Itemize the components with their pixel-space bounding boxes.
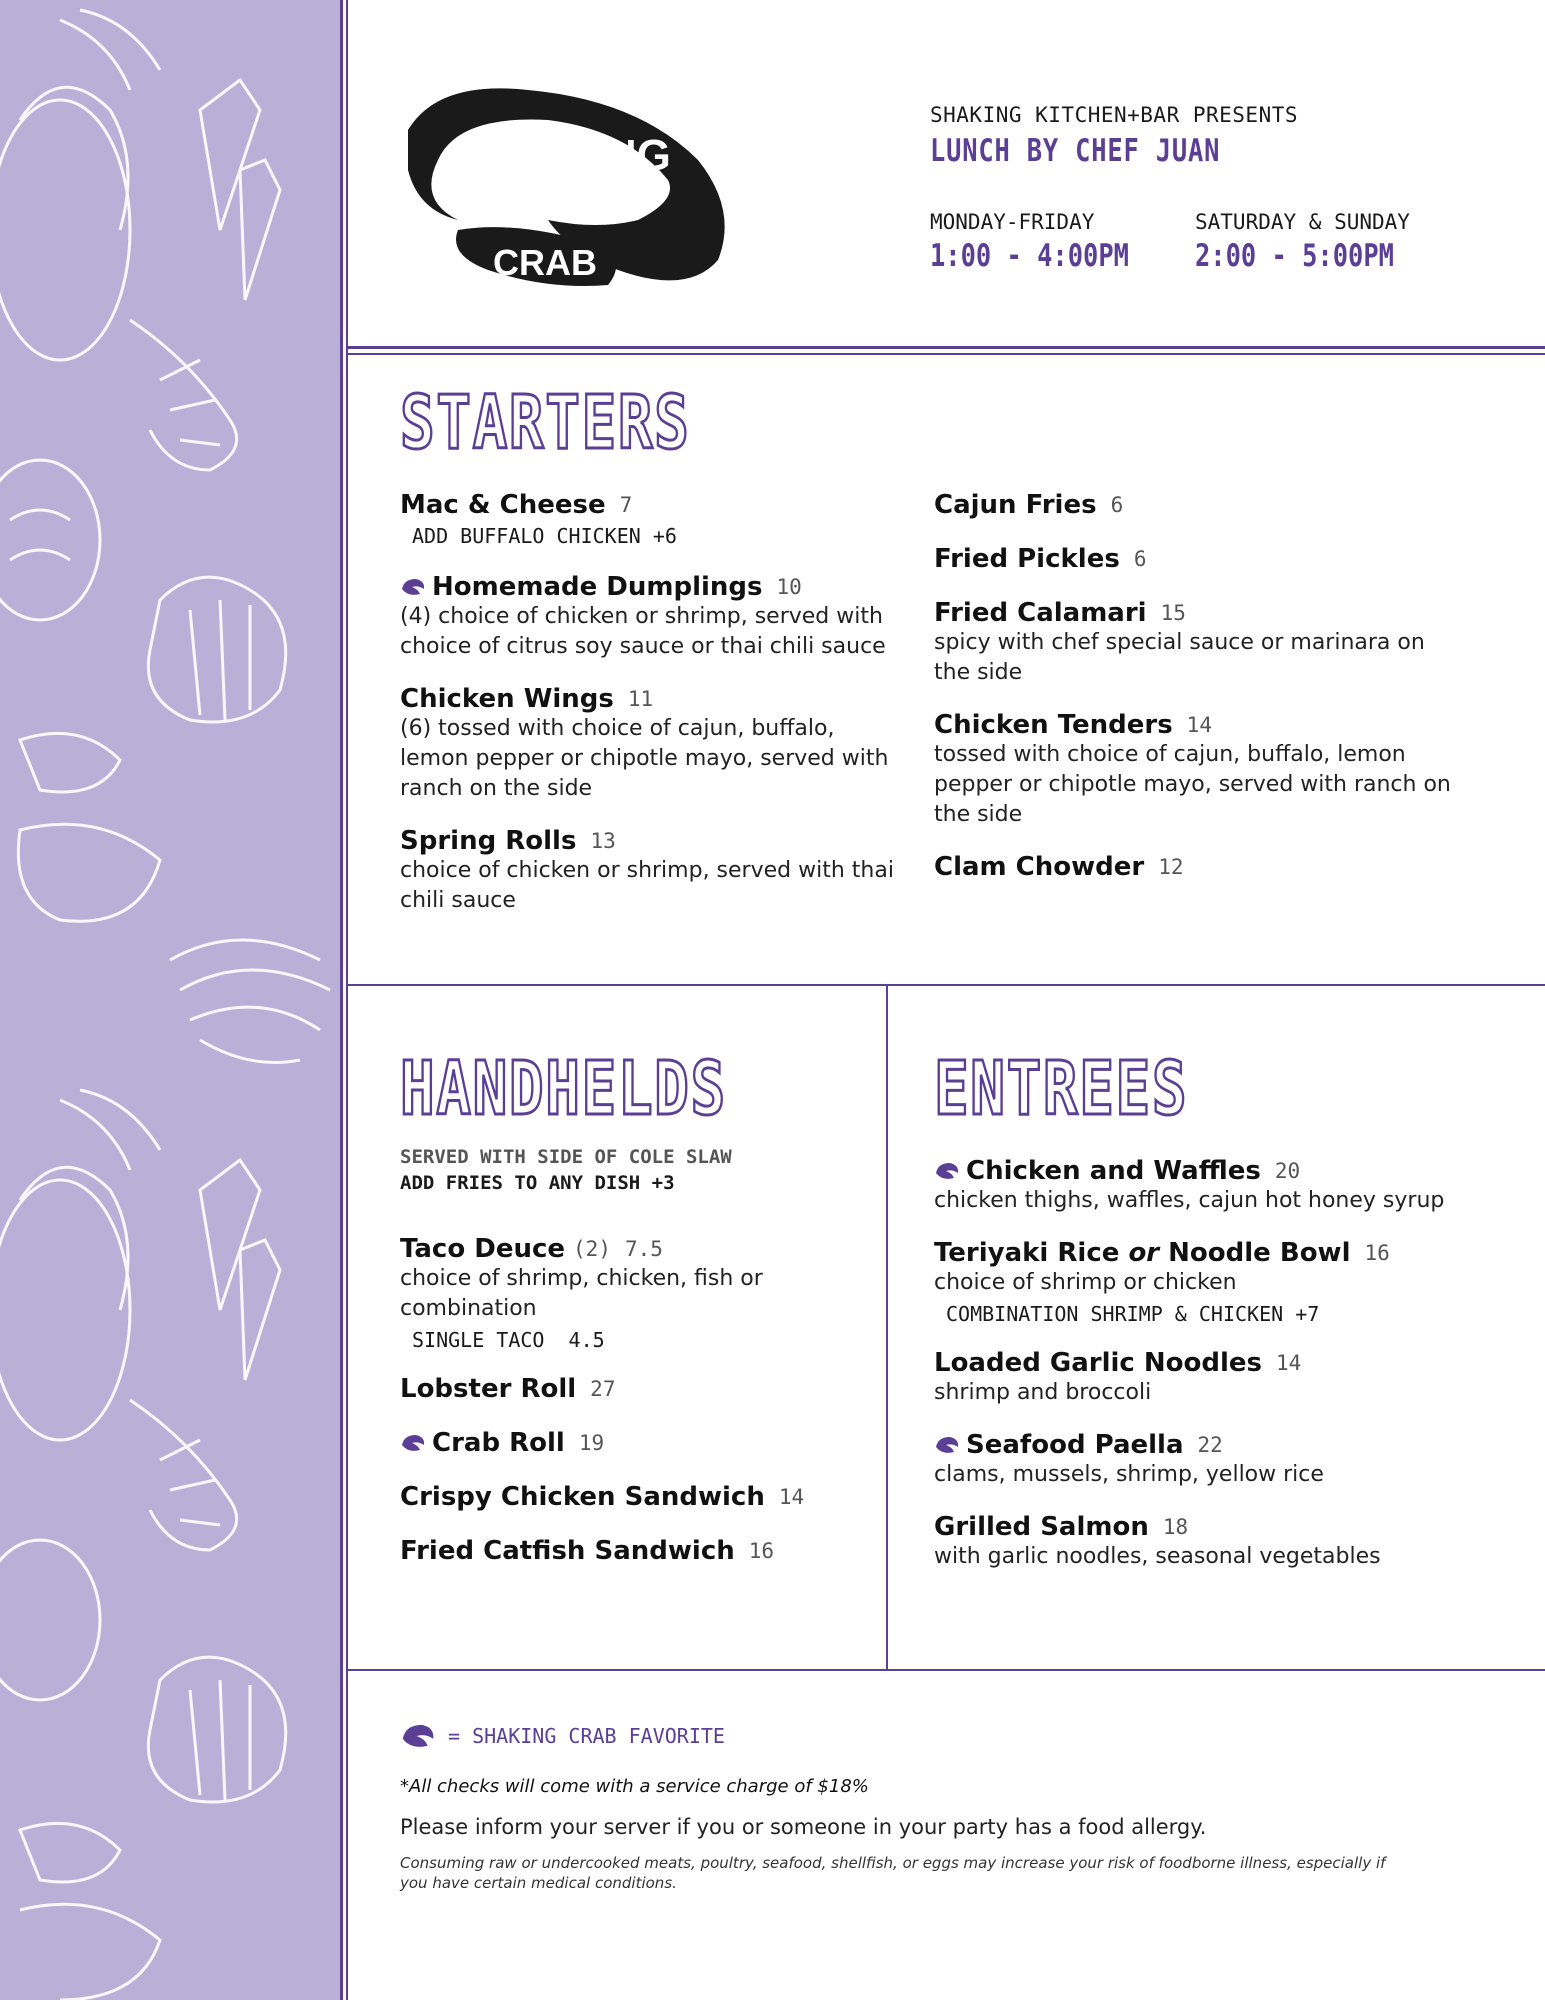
item-description: (6) tossed with choice of cajun, buffalo, lemon pepper or chipotle mayo, served with ranch on the side bbox=[400, 716, 889, 801]
menu-item bbox=[934, 1512, 1494, 1572]
item-price: 10 bbox=[776, 575, 802, 599]
lunch-title: LUNCH BY CHEF JUAN bbox=[930, 133, 1221, 169]
item-price: 14 bbox=[1186, 713, 1212, 737]
menu-item bbox=[934, 1238, 1494, 1326]
favorite-legend bbox=[400, 1722, 1500, 1750]
item-price: 12 bbox=[1158, 855, 1184, 879]
sidebar-border-line bbox=[340, 0, 343, 2000]
menu-item bbox=[934, 544, 1454, 574]
weekday-hours bbox=[930, 210, 1173, 274]
item-name: Fried Catfish Sandwich bbox=[400, 1536, 735, 1566]
item-description: clams, mussels, shrimp, yellow rice bbox=[934, 1462, 1324, 1487]
menu-item bbox=[934, 852, 1454, 882]
menu-item bbox=[934, 1348, 1494, 1408]
item-price: 14 bbox=[778, 1485, 805, 1509]
item-name: Chicken Tenders bbox=[934, 710, 1173, 740]
item-description: shrimp and broccoli bbox=[934, 1380, 1152, 1405]
weekend-label: SATURDAY & SUNDAY bbox=[1195, 210, 1410, 234]
legend-text: = SHAKING CRAB FAVORITE bbox=[448, 1724, 725, 1748]
menu-item bbox=[400, 1234, 870, 1352]
consumption-warning: Consuming raw or undercooked meats, poultry, seafood, shellfish, or eggs may increase your risk of foodborne illness, especially if you have certain medical conditions. bbox=[400, 1854, 1386, 1892]
menu-item bbox=[934, 1156, 1494, 1216]
item-name: Spring Rolls bbox=[400, 826, 577, 856]
crab-claw-favorite-icon bbox=[400, 577, 426, 597]
item-price: 14 bbox=[1276, 1351, 1302, 1375]
handhelds-side-note: SERVED WITH SIDE OF COLE SLAW bbox=[400, 1146, 732, 1168]
item-price: 6 bbox=[1110, 493, 1124, 517]
item-addon: ADD BUFFALO CHICKEN +6 bbox=[412, 524, 677, 548]
header-divider-inner bbox=[348, 353, 1545, 355]
item-name: Cajun Fries bbox=[934, 490, 1097, 520]
starters-left-column bbox=[400, 490, 900, 938]
item-price: 15 bbox=[1160, 601, 1186, 625]
item-name: Noodle Bowl bbox=[1159, 1238, 1351, 1268]
item-name: Taco Deuce bbox=[400, 1234, 566, 1264]
item-name: Clam Chowder bbox=[934, 852, 1145, 882]
handhelds-title: HANDHELDS bbox=[400, 1046, 727, 1132]
starters-right-column bbox=[934, 490, 1454, 904]
item-description: choice of shrimp or chicken bbox=[934, 1270, 1237, 1295]
item-name: Mac & Cheese bbox=[400, 490, 606, 520]
menu-item bbox=[400, 490, 900, 548]
item-description: choice of chicken or shrimp, served with thai chili sauce bbox=[400, 858, 894, 913]
menu-item bbox=[934, 710, 1454, 830]
item-price: 20 bbox=[1274, 1159, 1301, 1183]
item-price: 27 bbox=[590, 1377, 616, 1401]
menu-item bbox=[400, 1374, 870, 1404]
header-divider bbox=[348, 346, 1545, 349]
sidebar-border-line-inner bbox=[346, 0, 348, 2000]
item-price: 7 bbox=[619, 493, 633, 517]
item-description: spicy with chef special sauce or marinara on the side bbox=[934, 630, 1425, 685]
item-price: 19 bbox=[578, 1431, 605, 1455]
item-price: 16 bbox=[1364, 1241, 1390, 1265]
service-charge-note: *All checks will come with a service charge of $18% bbox=[400, 1776, 869, 1797]
item-name: Seafood Paella bbox=[966, 1430, 1184, 1460]
weekend-time: 2:00 - 5:00PM bbox=[1195, 238, 1394, 274]
item-name: Loaded Garlic Noodles bbox=[934, 1348, 1262, 1378]
item-addon: COMBINATION SHRIMP & CHICKEN +7 bbox=[946, 1302, 1320, 1326]
footer-divider bbox=[348, 1669, 1545, 1671]
crab-claw-favorite-icon bbox=[934, 1161, 960, 1181]
item-addon: SINGLE TACO 4.5 bbox=[412, 1328, 605, 1352]
weekday-label: MONDAY-FRIDAY bbox=[930, 210, 1095, 234]
weekend-hours bbox=[1195, 210, 1438, 274]
item-description: chicken thighs, waffles, cajun hot honey syrup bbox=[934, 1188, 1445, 1213]
logo-text-bottom: CRAB bbox=[493, 242, 597, 283]
crab-claw-favorite-icon bbox=[934, 1435, 960, 1455]
item-price: 22 bbox=[1197, 1433, 1223, 1457]
menu-item bbox=[400, 684, 900, 804]
item-price: 7.5 bbox=[624, 1237, 663, 1261]
item-name: Fried Pickles bbox=[934, 544, 1120, 574]
item-description: tossed with choice of cajun, buffalo, lemon pepper or chipotle mayo, served with ranch on the side bbox=[934, 742, 1451, 827]
allergy-note: Please inform your server if you or someone in your party has a food allergy. bbox=[400, 1815, 1207, 1839]
item-price: 11 bbox=[627, 687, 654, 711]
menu-item bbox=[400, 1482, 870, 1512]
weekday-time: 1:00 - 4:00PM bbox=[930, 238, 1129, 274]
item-name: Homemade Dumplings bbox=[432, 572, 763, 602]
item-price: 13 bbox=[590, 829, 616, 853]
menu-footer bbox=[400, 1722, 1500, 1893]
column-divider bbox=[886, 984, 888, 1670]
handhelds-column bbox=[400, 1146, 870, 1588]
menu-item bbox=[400, 1428, 870, 1458]
menu-item bbox=[400, 572, 900, 662]
item-name: Crispy Chicken Sandwich bbox=[400, 1482, 765, 1512]
item-price: 18 bbox=[1162, 1515, 1189, 1539]
crab-claw-logo-icon bbox=[398, 70, 738, 295]
seafood-illustration bbox=[0, 0, 340, 2000]
menu-item bbox=[934, 1430, 1494, 1490]
menu-item bbox=[400, 826, 900, 916]
item-price: 6 bbox=[1133, 547, 1147, 571]
header-info bbox=[930, 103, 1298, 169]
item-name: Chicken Wings bbox=[400, 684, 614, 714]
starters-title: STARTERS bbox=[400, 380, 691, 466]
shaking-crab-logo bbox=[398, 70, 738, 295]
item-description: (4) choice of chicken or shrimp, served with choice of citrus soy sauce or thai chili sauce bbox=[400, 604, 886, 659]
item-name: Chicken and Waffles bbox=[966, 1156, 1261, 1186]
entrees-column bbox=[934, 1156, 1494, 1594]
starters-divider bbox=[348, 984, 1545, 986]
presents-line: SHAKING KITCHEN+BAR PRESENTS bbox=[930, 103, 1299, 127]
item-name: Lobster Roll bbox=[400, 1374, 577, 1404]
item-name: Grilled Salmon bbox=[934, 1512, 1149, 1542]
item-description: choice of shrimp, chicken, fish or combination bbox=[400, 1266, 763, 1321]
item-name: Crab Roll bbox=[432, 1428, 565, 1458]
item-description: with garlic noodles, seasonal vegetables bbox=[934, 1544, 1381, 1569]
handhelds-fries-note: ADD FRIES TO ANY DISH +3 bbox=[400, 1172, 675, 1194]
crab-claw-favorite-icon bbox=[400, 1433, 426, 1453]
menu-item bbox=[934, 490, 1454, 520]
item-name: Teriyaki Rice bbox=[934, 1238, 1129, 1268]
entrees-title: ENTREES bbox=[934, 1046, 1189, 1132]
item-price: 16 bbox=[748, 1539, 775, 1563]
menu-item bbox=[400, 1536, 870, 1566]
menu-item bbox=[934, 598, 1454, 688]
item-name: Fried Calamari bbox=[934, 598, 1147, 628]
logo-text-top: SHAKING bbox=[468, 131, 671, 180]
item-name-or: or bbox=[1128, 1238, 1160, 1268]
crab-claw-favorite-icon bbox=[400, 1722, 436, 1750]
item-quantity: (2) bbox=[573, 1237, 611, 1261]
seafood-pattern-sidebar bbox=[0, 0, 340, 2000]
